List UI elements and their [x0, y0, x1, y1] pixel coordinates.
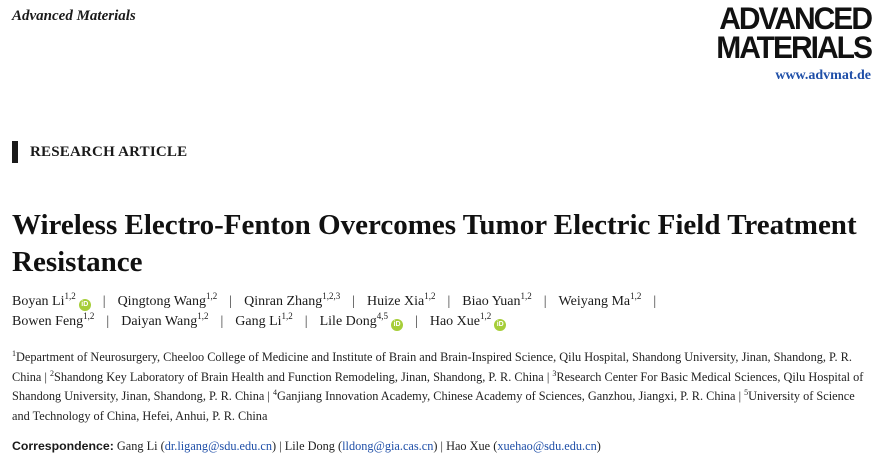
- author-affiliation-sup: 1,2: [520, 291, 532, 301]
- author-affiliation-sup: 1,2: [197, 311, 209, 321]
- affiliation-item: [273, 389, 736, 403]
- correspondence-email-link[interactable]: dr.ligang@sdu.edu.cn: [164, 439, 272, 453]
- author-name-text: Biao Yuan: [462, 294, 521, 309]
- affiliation-text: Research Center For Basic Medical Sciences, Qilu Hospital of Shandong University, Jinan, Shandong, P. R. China: [12, 369, 864, 403]
- author-name[interactable]: [429, 311, 506, 329]
- author-name[interactable]: [12, 311, 95, 329]
- journal-url-link[interactable]: www.advmat.de: [775, 68, 871, 83]
- author-separator: |: [220, 314, 224, 329]
- journal-logo[interactable]: [716, 1, 871, 66]
- author-name[interactable]: [117, 291, 218, 309]
- author-name-text: Qinran Zhang: [244, 294, 323, 309]
- author-affiliation-sup: 1,2: [206, 291, 218, 301]
- affiliation-separator: |: [735, 389, 745, 403]
- affiliation-separator: |: [543, 369, 553, 384]
- author-separator: |: [229, 294, 233, 309]
- author-affiliation-sup: 1,2,3: [322, 291, 341, 301]
- author-name[interactable]: [558, 291, 642, 309]
- orcid-icon[interactable]: iD: [79, 299, 91, 311]
- affiliation-number: 2: [50, 368, 54, 378]
- author-separator: |: [447, 294, 451, 309]
- affiliation-text: Department of Neurosurgery, Cheeloo College of Medicine and Institute of Brain and Brain-Inspired Science, Qilu Hospital, Shandong University, Jinan, Shandong, P. R. China: [12, 350, 852, 384]
- author-separator: |: [543, 294, 547, 309]
- affiliation-number: 3: [552, 368, 557, 378]
- author-name[interactable]: [244, 291, 341, 309]
- article-type-label: RESEARCH ARTICLE: [12, 141, 187, 163]
- author-name-text: Weiyang Ma: [558, 294, 631, 309]
- affiliation-text: University of Science and Technology of China, Hefei, Anhui, P. R. China: [12, 389, 855, 423]
- author-name[interactable]: [319, 311, 403, 329]
- correspondence-label: Correspondence:: [12, 439, 114, 453]
- affiliation-separator: |: [41, 369, 50, 384]
- logo-line-1: ADVANCED: [719, 1, 871, 37]
- affiliation-number: 1: [12, 349, 16, 358]
- author-affiliation-sup: 1,2: [83, 311, 95, 321]
- article-title: Wireless Electro-Fenton Overcomes Tumor Electric Field Treatment Resistance: [12, 209, 857, 278]
- author-affiliation-sup: 1,2: [479, 311, 492, 321]
- author-separator: |: [102, 294, 106, 309]
- author-separator: |: [106, 314, 110, 329]
- author-separator: |: [352, 294, 356, 309]
- affiliation-item: [50, 370, 544, 384]
- affiliation-text: Ganjiang Innovation Academy, Chinese Academy of Sciences, Ganzhou, Jiangxi, P. R. China: [276, 389, 736, 403]
- author-name-text: Qingtong Wang: [117, 294, 207, 309]
- author-separator: |: [304, 314, 308, 329]
- author-affiliation-sup: 1,2: [630, 291, 642, 301]
- author-name[interactable]: [121, 311, 209, 329]
- author-name[interactable]: [12, 291, 91, 309]
- correspondence: Correspondence: Gang Li (dr.ligang@sdu.edu.cn) | Lile Dong (lldong@gia.cas.cn) | Hao Xue (xuehao@sdu.edu.cn): [12, 439, 601, 453]
- author-separator: |: [653, 294, 657, 309]
- author-separator: |: [415, 314, 418, 329]
- journal-name: Advanced Materials: [12, 8, 136, 24]
- correspondence-email-link[interactable]: xuehao@sdu.edu.cn: [497, 439, 597, 453]
- author-name[interactable]: [235, 311, 293, 329]
- orcid-icon[interactable]: iD: [391, 319, 403, 331]
- correspondence-email-link[interactable]: lldong@gia.cas.cn: [342, 439, 434, 453]
- correspondence-name: Hao Xue: [446, 439, 491, 453]
- affiliation-separator: |: [264, 389, 273, 403]
- author-affiliation-sup: 1,2: [281, 311, 293, 321]
- affiliation-number: 4: [272, 388, 277, 397]
- affiliation-number: 5: [744, 388, 749, 397]
- logo-line-2: MATERIALS: [716, 30, 871, 66]
- author-affiliation-sup: 1,2: [64, 291, 76, 301]
- affiliation-text: Shandong Key Laboratory of Brain Health and Function Remodeling, Jinan, Shandong, P. R. China: [54, 369, 544, 384]
- author-affiliation-sup: 1,2: [424, 291, 436, 301]
- orcid-icon[interactable]: iD: [494, 319, 506, 331]
- author-name-text: Huize Xia: [367, 294, 425, 309]
- author-affiliation-sup: 4,5: [376, 311, 389, 321]
- affiliations: [12, 348, 872, 426]
- author-name-text: Boyan Li: [12, 294, 65, 309]
- correspondence-name: Lile Dong: [284, 439, 335, 453]
- author-name-text: Hao Xue: [429, 314, 480, 329]
- author-name-text: Daiyan Wang: [121, 314, 198, 329]
- author-name-text: Gang Li: [235, 314, 282, 329]
- author-name-text: Lile Dong: [319, 314, 377, 329]
- author-list: [12, 292, 882, 332]
- correspondence-name: Gang Li: [116, 439, 158, 453]
- author-name-text: Bowen Feng: [12, 314, 84, 329]
- author-name[interactable]: [462, 291, 532, 309]
- author-name[interactable]: [367, 291, 436, 309]
